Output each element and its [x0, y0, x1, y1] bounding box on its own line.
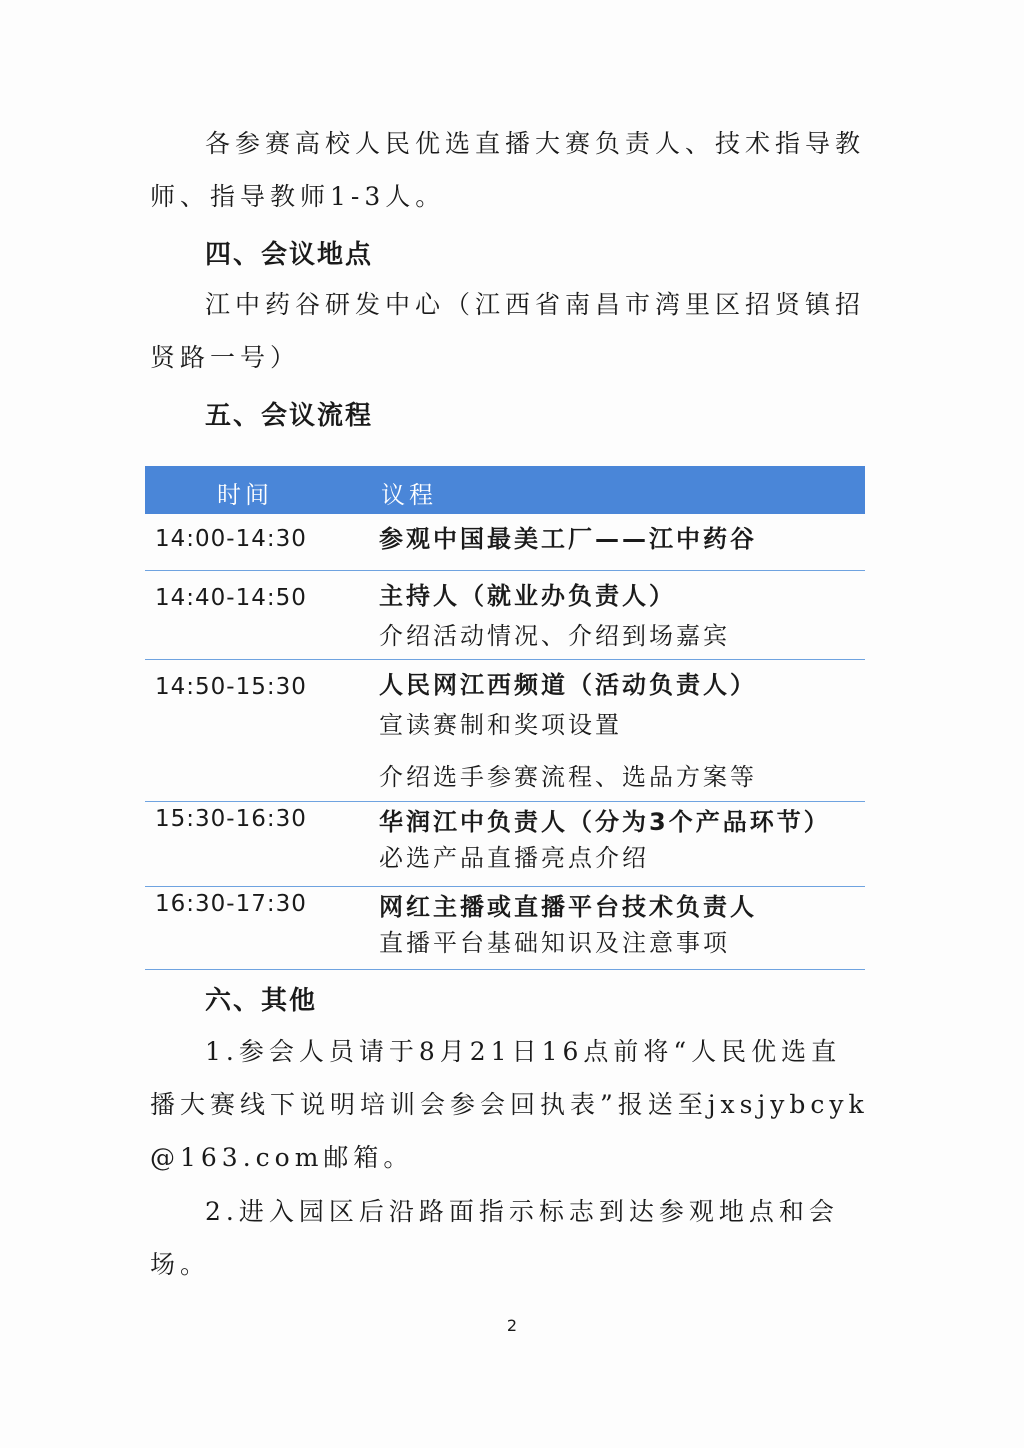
- row-item-title: 华润江中负责人（分为3个产品环节）: [379, 808, 831, 836]
- agenda-row: [145, 660, 865, 802]
- row-item-title: 参观中国最美工厂——江中药谷: [379, 525, 757, 553]
- location-heading: 四、会议地点: [205, 240, 374, 270]
- row-items: [379, 665, 859, 797]
- row-items: [379, 576, 859, 656]
- agenda-table-header: [145, 466, 865, 514]
- row-time: 14:50-15:30: [155, 674, 307, 700]
- attendees-paragraph: 各参赛高校人民优选直播大赛负责人、技术指导教师、指导教师1-3人。: [150, 129, 866, 211]
- row-item-detail: 介绍活动情况、介绍到场嘉宾: [379, 622, 730, 650]
- page-number: 2: [506, 1316, 518, 1335]
- row-item-detail: 介绍选手参赛流程、选品方案等: [379, 763, 757, 791]
- row-items: [379, 519, 859, 559]
- agenda-row: [145, 887, 865, 970]
- location-paragraph: 江中药谷研发中心（江西省南昌市湾里区招贤镇招贤路一号）: [150, 290, 866, 372]
- other-heading: 六、其他: [205, 986, 318, 1016]
- agenda-row: [145, 802, 865, 887]
- agenda-table: [145, 466, 865, 970]
- time-column-header: 时间: [217, 481, 273, 509]
- other-item-1: 1.参会人员请于8月21日16点前将“人民优选直播大赛线下说明培训会参会回执表”报送至jxsjybcyk@163.com邮箱。: [150, 1037, 869, 1172]
- agenda-heading: 五、会议流程: [205, 401, 374, 431]
- agenda-column-header: 议程: [381, 481, 437, 509]
- other-item-2: 2.进入园区后沿路面指示标志到达参观地点和会场。: [150, 1197, 839, 1279]
- agenda-row: [145, 514, 865, 571]
- row-time: 15:30-16:30: [155, 806, 307, 832]
- row-time: 16:30-17:30: [155, 891, 307, 917]
- row-items: [379, 887, 859, 959]
- row-item-detail: 直播平台基础知识及注意事项: [379, 929, 730, 957]
- agenda-row: [145, 571, 865, 660]
- row-item-detail: 必选产品直播亮点介绍: [379, 844, 649, 872]
- row-item-title: 主持人（就业办负责人）: [379, 582, 676, 610]
- row-item-title: 人民网江西频道（活动负责人）: [379, 671, 757, 699]
- row-item-detail: 宣读赛制和奖项设置: [379, 711, 622, 739]
- row-time: 14:00-14:30: [155, 526, 307, 552]
- row-item-title: 网红主播或直播平台技术负责人: [379, 893, 757, 921]
- row-time: 14:40-14:50: [155, 585, 307, 611]
- row-items: [379, 802, 859, 874]
